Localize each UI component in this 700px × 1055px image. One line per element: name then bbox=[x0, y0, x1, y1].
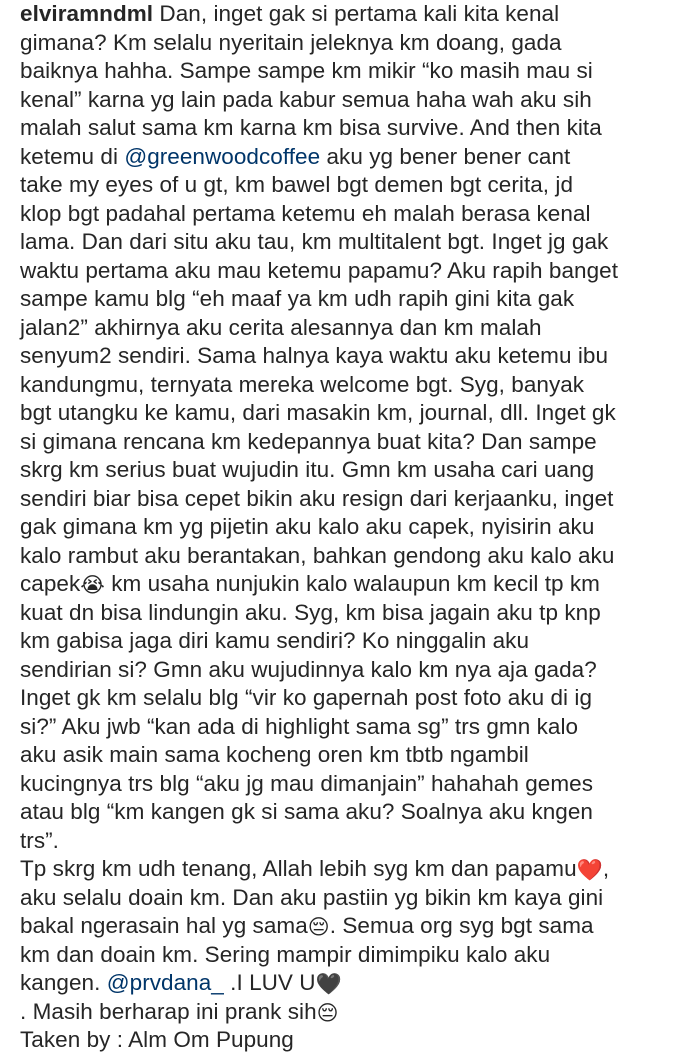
caption-line: atau blg “km kangen gk si sama aku? Soalnya aku kngen bbox=[20, 799, 593, 824]
caption-text: capek bbox=[20, 571, 81, 596]
caption-text: , bbox=[602, 856, 610, 881]
caption-line: kuat dn bisa lindungin aku. Syg, km bisa jagain aku tp knp bbox=[20, 599, 601, 625]
caption-line: si?” Aku jwb “kan ada di highlight sama sg” trs gmn kalo bbox=[20, 713, 579, 739]
caption-line: kalo rambut aku berantakan, bahkan gendong aku kalo aku bbox=[20, 542, 615, 568]
caption-text: Dan, inget gak si pertama kali kita kenal bbox=[153, 1, 560, 26]
caption-line: baiknya hahha. Sampe sampe km mikir “ko masih mau si bbox=[20, 58, 593, 83]
caption-line: bgt utangku ke kamu, dari masakin km, journal, dll. Inget gk bbox=[20, 400, 616, 425]
caption-line: senyum2 sendiri. Sama halnya kaya waktu aku ketemu ibu bbox=[20, 343, 609, 368]
mention-link-greenwoodcoffee[interactable]: @greenwoodcoffee bbox=[124, 143, 321, 169]
caption-line bbox=[20, 969, 692, 998]
caption-line: skrg km serius buat wujudin itu. Gmn km usaha cari uang bbox=[20, 457, 595, 482]
caption-line bbox=[20, 912, 692, 941]
caption-line bbox=[20, 0, 692, 29]
caption-text: . Masih berharap ini prank sih bbox=[20, 998, 317, 1024]
caption-line: sendiri biar bisa cepet bikin aku resign dari kerjaanku, inget bbox=[20, 485, 614, 511]
pensive-face-icon: 😔 bbox=[316, 1000, 339, 1025]
caption-line: jalan2” akhirnya aku cerita alesannya dan km malah bbox=[20, 314, 542, 340]
caption-text: . Semua org syg bgt sama bbox=[329, 913, 594, 938]
caption-text: kangen. bbox=[20, 970, 107, 995]
caption-line: trs”. bbox=[20, 827, 59, 853]
caption-text: km usaha nunjukin kalo walaupun km kecil tp km bbox=[104, 571, 600, 596]
caption-line: aku selalu doain km. Dan aku pastiin yg bikin km kaya gini bbox=[20, 884, 604, 910]
caption-line: take my eyes of u gt, km bawel bgt demen bgt cerita, jd bbox=[20, 172, 574, 197]
caption-text: Tp skrg km udh tenang, Allah lebih syg km dan papamu bbox=[20, 856, 577, 881]
caption-line: Inget gk km selalu blg “vir ko gapernah post foto aku di ig bbox=[20, 685, 593, 710]
caption-line bbox=[20, 143, 692, 172]
caption-line: aku asik main sama kocheng oren km tbtb ngambil bbox=[20, 742, 529, 767]
caption-line bbox=[20, 855, 692, 884]
caption-text: ketemu di bbox=[20, 143, 125, 169]
caption-line: kucingnya trs blg “aku jg mau dimanjain” hahahah gemes bbox=[20, 770, 594, 796]
pensive-face-icon: 😔 bbox=[307, 915, 330, 939]
black-heart-icon: 🖤 bbox=[315, 972, 342, 996]
caption-text: .I LUV U bbox=[223, 970, 316, 995]
caption-line: sampe kamu blg “eh maaf ya km udh rapih gini kita gak bbox=[20, 286, 575, 311]
caption-line: gimana? Km selalu nyeritain jeleknya km doang, gada bbox=[20, 29, 562, 55]
caption-line: gak gimana km yg pijetin aku kalo aku capek, nyisirin aku bbox=[20, 514, 595, 539]
caption-line: sendirian si? Gmn aku wujudinnya kalo km nya aja gada? bbox=[20, 656, 597, 682]
caption-line: km dan doain km. Sering mampir dimimpiku kalo aku bbox=[20, 941, 551, 967]
caption-line: kandungmu, ternyata mereka welcome bgt. Syg, banyak bbox=[20, 371, 585, 397]
caption-line: si gimana rencana km kedepannya buat kita? Dan sampe bbox=[20, 428, 597, 454]
caption-line: kenal” karna yg lain pada kabur semua haha wah aku sih bbox=[20, 86, 592, 112]
caption-line: lama. Dan dari situ aku tau, km multitalent bgt. Inget jg gak bbox=[20, 229, 609, 254]
caption-line bbox=[20, 570, 692, 599]
caption-text: aku yg bener bener cant bbox=[320, 143, 571, 169]
username-link[interactable]: elviramndml bbox=[20, 1, 154, 26]
caption-line: Taken by : Alm Om Pupung bbox=[20, 1027, 294, 1052]
caption-line: malah salut sama km karna km bisa survive. And then kita bbox=[20, 115, 602, 140]
caption-line: km gabisa jaga diri kamu sendiri? Ko ninggalin aku bbox=[20, 628, 530, 653]
caption-line: klop bgt padahal pertama ketemu eh malah berasa kenal bbox=[20, 200, 591, 226]
caption-line bbox=[20, 998, 692, 1027]
mention-link-prvdana[interactable]: @prvdana_ bbox=[106, 970, 224, 995]
caption-line: waktu pertama aku mau ketemu papamu? Aku rapih banget bbox=[20, 257, 619, 283]
red-heart-icon: ❤️ bbox=[576, 858, 603, 882]
crying-face-icon: 😭 bbox=[80, 573, 105, 597]
post-caption bbox=[20, 0, 692, 1055]
caption-text: bakal ngerasain hal yg sama bbox=[20, 913, 308, 938]
